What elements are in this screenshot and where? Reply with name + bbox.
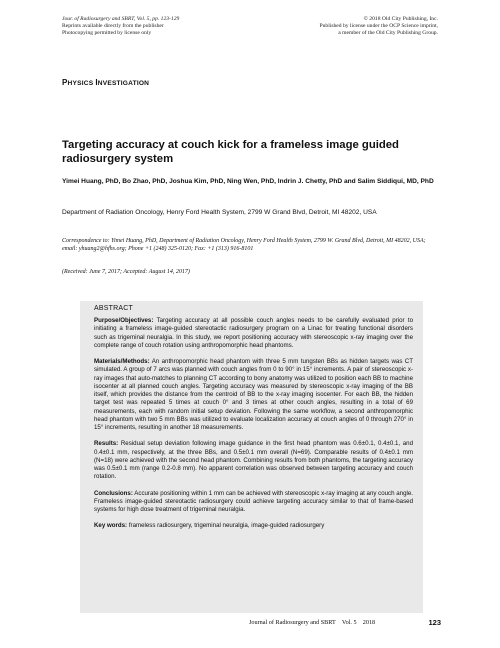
abstract-box — [80, 301, 423, 613]
article-title: Targeting accuracy at couch kick for a frameless image guided radiosurgery system — [62, 139, 399, 165]
abstract-conclusions: Conclusions: Accurate positioning within 1 mm can be achieved with stereoscopic x-ray imaging at any couch angle. Frameless image-guided stereotactic radiosurgery could achieve targeting accuracy similar to that of frame-based systems for high dose treatment of trigeminal neuralgia. — [94, 489, 413, 513]
journal-citation: Jour. of Radiosurgery and SBRT, Vol. 5, pp. 123-129 — [62, 16, 180, 22]
page-footer — [249, 619, 441, 626]
photocopy-note: Photocopying permitted by license only — [62, 30, 152, 36]
received-dates: (Received: June 7, 2017; Accepted: August 14, 2017) — [62, 269, 190, 275]
affiliation: Department of Radiation Oncology, Henry Ford Health System, 2799 W Grand Blvd, Detroit, MI 48202, USA — [62, 209, 377, 216]
reprints-note: Reprints available directly from the publisher — [62, 23, 164, 29]
copyright-line: © 2018 Old City Publishing, Inc. — [363, 16, 438, 22]
abstract-methods: Materials/Methods: An anthropomorphic head phantom with three 5 mm tungsten BBs as hidden targets was CT simulated. A group of 7 arcs was planned with couch angles from 0 to 90° in 15° increments. A pair of stereoscopic x-ray images that auto-matches to planning CT according to bony anatomy was utilized to position each BB to machine isocenter at all planned couch angles. Targeting accuracy was measured by stereoscopic x-ray imaging of the BB itself, which provides the distance from the centroid of BB to the x-ray imaging isocenter. For each BB, the hidden target test was repeated 5 times at couch 0° and 3 times at other couch angles, resulting in a total of 69 measurements, each with random initial setup deviation. Following the same workflow, a second anthropomorphic head phantom with two 5 mm BBs was utilized to evaluate localization accuracy at couch angles of 0 through 270° in 15° increments, resulting in another 18 measurements. — [94, 358, 413, 431]
correspondence: Correspondence to: Yimei Huang, PhD, Department of Radiation Oncology, Henry Ford Health System, 2799 W. Grand Blvd, Detroit, MI 48202, USA; email: yhuang2@hfhs.org; Phone +1 (248) 325-0120; Fax: +1 (313) 916-8101 — [62, 238, 426, 252]
publisher-group-line: a member of the Old City Publishing Group. — [338, 30, 438, 36]
abstract-results: Results: Residual setup deviation following image guidance in the first head phantom was 0.6±0.1, 0.4±0.1, and 0.4±0.1 mm, respectively, at the three BBs, and 0.5±0.1 mm overall (N=69). Comparable results of 0.4±0.1 mm (N=18) were achieved with the second head phantom. Combining results from both phantoms, the targeting accuracy was 0.5±0.1 mm (range 0.2-0.8 mm). No apparent correlation was observed between targeting accuracy and couch rotation. — [94, 440, 413, 481]
footer-volume: Vol. 5 — [341, 619, 357, 626]
license-line: Published by license under the OCP Science imprint, — [319, 23, 438, 29]
footer-journal: Journal of Radiosurgery and SBRT — [249, 619, 336, 626]
page-number: 123 — [428, 618, 441, 627]
abstract-keywords: Key words: frameless radiosurgery, trigeminal neuralgia, image-guided radiosurgery — [94, 522, 325, 530]
abstract-objectives: Purpose/Objectives: Targeting accuracy at all possible couch angles needs to be carefully evaluated prior to initiating a frameless image-guided stereotactic radiosurgery program on a Linac for treating functional disorders such as trigeminal neuralgia. In this study, we report positioning accuracy with stereoscopic x-ray imaging over the complete range of couch rotation using anthropomorphic head phantoms. — [94, 317, 413, 349]
running-header-right — [228, 16, 438, 37]
section-label: PHYSICS INVESTIGATION — [62, 78, 150, 87]
abstract-heading: ABSTRACT — [94, 305, 133, 312]
author-list: Yimei Huang, PhD, Bo Zhao, PhD, Joshua Kim, PhD, Ning Wen, PhD, Indrin J. Chetty, PhD and Salim Siddiqui, MD, PhD — [62, 178, 434, 185]
footer-year: 2018 — [362, 619, 376, 626]
